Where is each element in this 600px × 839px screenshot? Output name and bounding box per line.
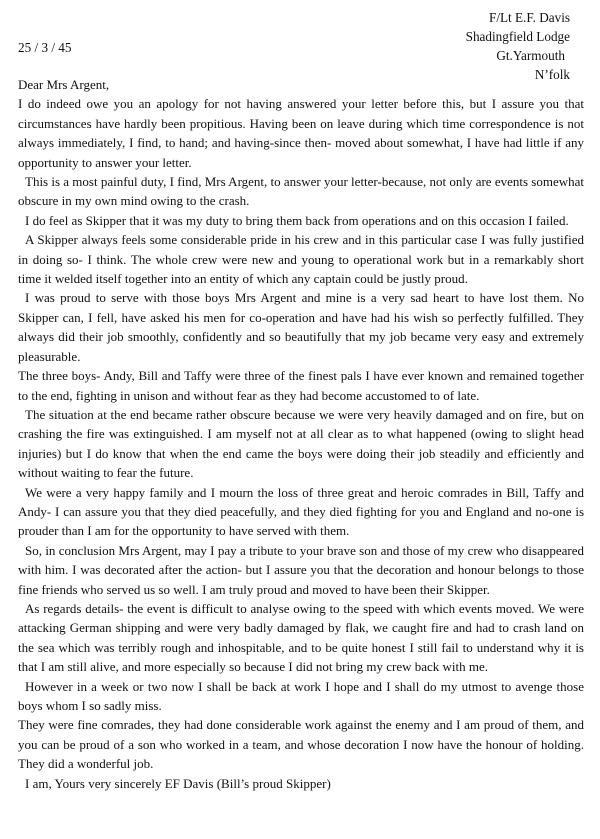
paragraph-apology: I do indeed owe you an apology for not having answered your letter before this, but I assure you that circumstances have hardly been propitious. Having been on leave during which time correspondence is not always immediately, I find, to hand; and having-since then- moved about somewhat, I have had little if any opportunity to answer your letter.	[18, 96, 584, 170]
paragraph-skipper-duty: I do feel as Skipper that it was my duty to bring them back from operations and on this occasion I failed.	[25, 212, 569, 228]
paragraph-painful-duty: This is a most painful duty, I find, Mrs Argent, to answer your letter-because, not only are events somewhat obscure in my own mind owing to the crash.	[18, 174, 584, 209]
sender-address-block	[370, 8, 570, 84]
paragraph-proud-to-serve: I was proud to serve with those boys Mrs Argent and mine is a very sad heart to have lost them. No Skipper can, I fell, have asked his men for co-operation and have had his wish so perfectly fulfilled. They always did their job smoothly, confidently and so beautifully that my job became very easy and extremely pleasurable.	[18, 290, 584, 364]
paragraph-crew-pride: A Skipper always feels some considerable pride in his crew and in this particular case I was fully justified in doing so- I think. The whole crew were new and young to operational work but in a remarkably short time it welded itself together into an entity of which any captain could be justly proud.	[18, 232, 584, 287]
address-line-1: Shadingfield Lodge	[465, 29, 570, 44]
paragraph-three-boys: The three boys- Andy, Bill and Taffy were three of the finest pals I have ever known and remained together to the end, fighting in unison and without fear as they had become accustomed to of late.	[18, 368, 584, 403]
salutation: Dear Mrs Argent,	[18, 77, 110, 92]
letter-closing: I am, Yours very sincerely EF Davis (Bill’s proud Skipper)	[25, 775, 331, 791]
paragraph-happy-family: We were a very happy family and I mourn the loss of three great and heroic comrades in Bill, Taffy and Andy- I can assure you that they died peacefully, and they died fighting for you and England and no-one is prouder than I am for the opportunity to have served with them.	[18, 484, 584, 539]
address-line-3: N’folk	[534, 67, 570, 82]
address-line-2: Gt.Yarmouth	[496, 48, 565, 63]
letter-date: 25 / 3 / 45	[18, 40, 72, 55]
sender-name: F/Lt E.F. Davis	[488, 10, 570, 25]
paragraph-situation: The situation at the end became rather obscure because we were very heavily damaged and on fire, but on crashing the fire was extinguished. I am myself not at all clear as to what happened (owing to slight head injuries) but I do know that when the end came the boys were doing their job steadily and efficiently and without waiting to fear the future.	[18, 406, 584, 481]
paragraph-details: As regards details- the event is difficult to analyse owing to the speed with which events moved. We were attacking German shipping and were very badly damaged by flak, we caught fire and had to crash land on the sea which was terribly rough and inhospitable, and to be quite honest I still fail to understand why it is that I am still alive, and more especially so because I did not bring my crew back with me.	[18, 600, 584, 675]
letter-body	[18, 75, 584, 793]
paragraph-back-at-work: However in a week or two now I shall be back at work I hope and I shall do my utmost to avenge those boys whom I so sadly miss.	[18, 678, 584, 713]
paragraph-fine-comrades: They were fine comrades, they had done considerable work against the enemy and I am proud of them, and you can be proud of a son who worked in a team, and whose decoration I now have the honour of holding. They did a wonderful job.	[18, 717, 584, 772]
paragraph-conclusion: So, in conclusion Mrs Argent, may I pay a tribute to your brave son and those of my crew who disappeared with him. I was decorated after the action- but I assure you that the decoration and honour belongs to those fine friends who served us so well. I am truly proud and moved to have been their Skipper.	[18, 542, 584, 597]
